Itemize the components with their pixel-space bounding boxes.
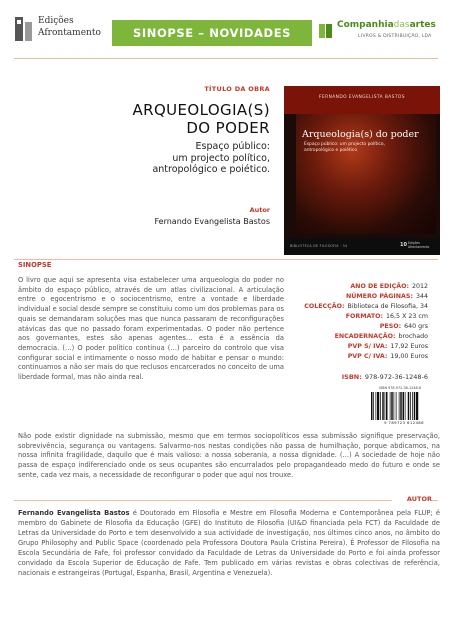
detail-row [284,282,428,292]
isbn-value: 978-972-36-1248-6 [364,373,428,381]
cover-subtitle [304,142,385,154]
afrontamento-logo-icon [14,16,34,42]
detail-key: PESO: [379,323,402,330]
page-header [0,0,452,58]
banner-title: SINOPSE – NOVIDADES [112,20,312,46]
book-cover [284,86,440,255]
publisher-logo-right [318,20,448,50]
detail-row [284,302,428,312]
detail-value: 344 [415,293,428,300]
isbn-row [284,373,428,381]
publisher-right-bold: Companhia [337,20,394,30]
detail-row [284,292,428,302]
companhia-logo-icon [318,22,334,40]
cover-top-band [284,86,440,114]
isbn-label: ISBN: [341,373,362,381]
cover-subtitle-line2: antropológico e poiético [304,148,358,153]
publisher-left-line1: Edições [38,16,74,26]
detail-value: brochado [398,333,428,340]
detail-key: PVP S/ IVA: [347,343,388,350]
book-title [130,101,270,137]
cover-publisher-line1: Edições [408,241,420,245]
detail-row [284,312,428,322]
author-bio-text: é Doutorado em Filosofia e Mestre em Filosofia Moderna e Contemporânea pela FLUP; é membro do Gabinete de Filosofia da Educação (GFE) do Instituto de Filosofia (UI&D financiada pela FCT) da Faculdade de Letras da Universidade do Porto e tem desenvolvido a sua actividade de investigação, nos últimos cinco anos, no âmbito do Grupo Philosophy and Public Space (coordenado pela Professora Doutora Paula Cristina Pereira). É Professor de Filosofia na Escola Secundária de Fafe, foi professor convidado da Faculdade de Letras da Universidade do Porto e foi ainda professor convidado da Escola Superior de Educação de Fafe. Tem publicado em várias revistas e obras colectivas de referência, nacionais e estrangeiras (Portugal, Espanha, Brasil, Argentina e Venezuela). [18,509,440,577]
cover-title: Arqueologia(s) do poder [302,129,419,140]
cover-publisher-line2: Afrontamento [408,244,430,249]
barcode-digits: 9 789723 612486 [384,420,424,425]
title-block [130,85,270,226]
sinopse-continuation: Não pode existir dignidade na submissão, mesmo que em termos sociopolíticos essa submissão signifique preservação, sobrevivência, segurança ou vantagens. Salvarmo-nos nestas condições não passa de humilhação, porque abdicamos, na nossa infinita fragilidade, daquilo que é mais valioso: a nossa soberania, a nossa dignidade. (…) A sociedade de hoje não passa de espaço indiferenciado onde os seus ocupantes são encurralados pelo propagandeado medo do futuro e onde se sente, cada vez mais, a necessidade de reconfigurar o poder que aqui nos trouxe. [18,432,440,479]
cover-collection: BIBLIOTECA DE FILOSOFIA · 34 [290,244,348,248]
publisher-right-name [337,20,436,30]
divider-bottom [14,500,438,501]
detail-key: COLECÇÃO: [304,303,345,310]
publisher-logo-left [14,14,114,54]
detail-row [284,332,428,342]
sinopse-label: SINOPSE [18,261,52,269]
book-details [284,282,428,362]
book-subtitle-line1: Espaço público: [195,141,270,152]
book-title-line2: DO PODER [186,119,270,137]
cover-subtitle-line1: Espaço público: um projecto político, [304,142,385,147]
detail-key: ANO DE EDIÇÃO: [350,283,409,290]
detail-row [284,322,428,332]
publisher-left-line2: Afrontamento [38,28,101,38]
detail-row [284,352,428,362]
author-bio-name: Fernando Evangelista Bastos [18,509,130,517]
detail-key: PVP C/ IVA: [347,353,388,360]
cover-footer [284,238,440,255]
detail-key: NÚMERO PÁGINAS: [346,293,413,300]
book-subtitle-line2: um projecto político, [172,152,270,164]
barcode [369,386,439,426]
author-name: Fernando Evangelista Bastos [154,216,270,226]
cover-author: FERNANDO EVANGELISTA BASTOS [319,95,405,100]
detail-row [284,342,428,352]
publisher-right-end: artes [409,20,436,30]
book-title-line1: ARQUEOLOGIA(S) [132,101,270,119]
divider-middle [14,259,438,260]
book-subtitle-line3: antropológico e poiético. [152,164,270,175]
publisher-right-tagline: LIVROS & DISTRIBUIÇÃO, LDA [358,34,432,39]
cover-publisher [408,242,429,249]
detail-key: ENCADERNAÇÃO: [334,333,396,340]
detail-value: 17,92 Euros [390,343,428,350]
author-label: Autor [249,205,270,214]
detail-value: 16,5 X 23 cm [386,313,428,320]
sinopse-text: O livro que aqui se apresenta visa estabelecer uma arqueologia do poder no âmbito do espaço público, através de um atlas civilizacional. A articulação entre o egocentrismo e o sociocentrismo, entre a vontade e liberdade individual e social desde sempre se constituiu como um dos problemas para os quais se demandaram soluções mas que nunca passaram de reconfigurações atávicas das que no passado foram experimentadas. O poder não pertence aos governantes, estes são apenas agentes… esta é a essência da democracia. (…) O poder político continua (…) parceiro do controlo que visa configurar social e intimamente o nosso modo de habitar e pensar o mundo: continuamos a não ser mais do que reclusos encarcerados no conceito de uma liberdade formal, mas não ainda real. [18,276,284,382]
book-subtitle [130,141,270,176]
barcode-isbn: ISBN 978-972-36-1248-6 [379,386,422,390]
detail-value: 2012 [411,283,428,290]
author-section-label: AUTOR [392,495,432,503]
title-label: TÍTULO DA OBRA [204,85,270,93]
author-bio [18,508,440,578]
detail-key: FORMATO: [345,313,384,320]
cover-number: 10 [400,242,407,248]
detail-value: Biblioteca de Filosofia, 34 [347,303,428,310]
publisher-right-light: das [393,20,410,30]
detail-value: 19,00 Euros [390,353,428,360]
detail-value: 640 grs [404,323,428,330]
barcode-icon [369,392,439,420]
divider-top [14,58,438,59]
